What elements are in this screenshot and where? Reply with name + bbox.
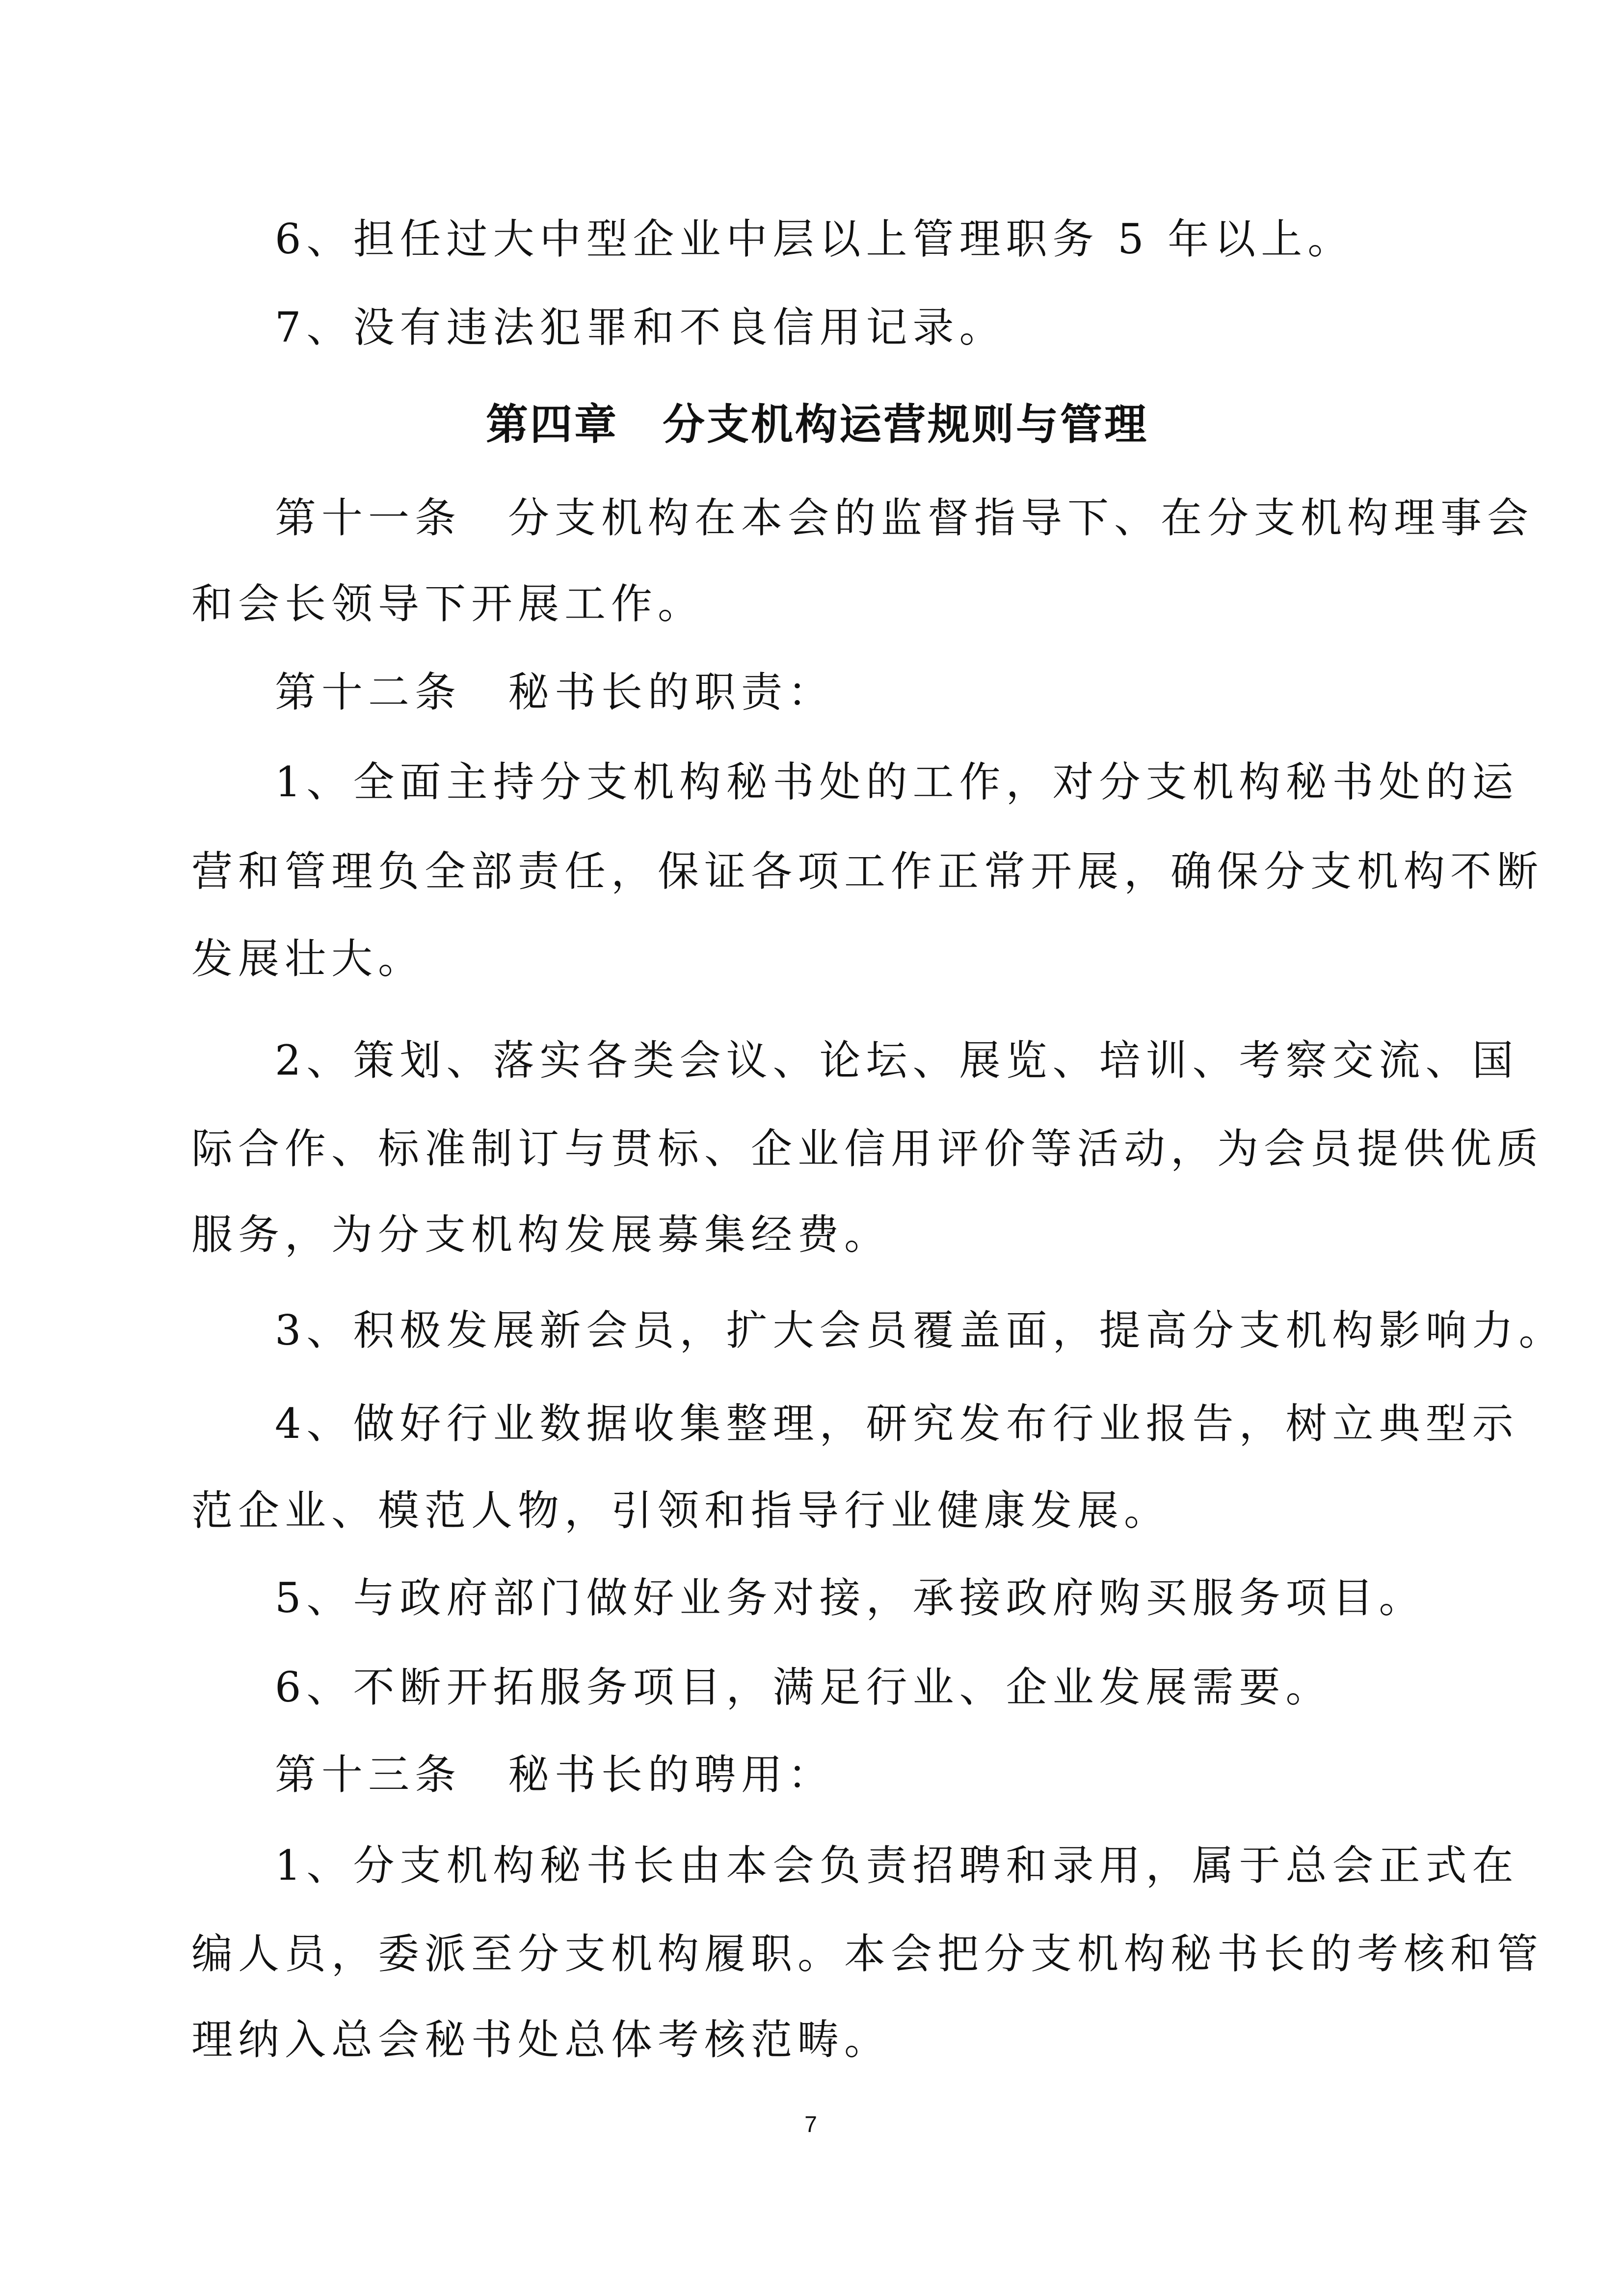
list-item-7-qualification: 7、没有违法犯罪和不良信用记录。 xyxy=(275,303,1006,351)
duty-1-line-1: 1、全面主持分支机构秘书处的工作，对分支机构秘书处的运 xyxy=(275,758,1519,806)
duty-2-line-1: 2、策划、落实各类会议、论坛、展览、培训、考察交流、国 xyxy=(275,1036,1519,1084)
article-13-title: 第十三条 秘书长的聘用： xyxy=(275,1751,835,1799)
chapter-title: 第四章 分支机构运营规则与管理 xyxy=(486,400,1148,449)
duty-3-line-1: 3、积极发展新会员，扩大会员覆盖面，提高分支机构影响力。 xyxy=(275,1306,1566,1354)
duty-1-line-2: 营和管理负全部责任，保证各项工作正常开展，确保分支机构不断 xyxy=(191,847,1544,895)
page-number: 7 xyxy=(804,2111,817,2137)
article-12-title: 第十二条 秘书长的职责： xyxy=(275,668,835,716)
duty-1-line-3: 发展壮大。 xyxy=(191,935,425,983)
appointment-1-line-2: 编人员，委派至分支机构履职。本会把分支机构秘书长的考核和管 xyxy=(191,1930,1544,1978)
duty-5-line-1: 5、与政府部门做好业务对接，承接政府购买服务项目。 xyxy=(275,1574,1426,1622)
duty-2-line-2: 际合作、标准制订与贯标、企业信用评价等活动，为会员提供优质 xyxy=(191,1125,1544,1173)
appointment-1-line-3: 理纳入总会秘书处总体考核范畴。 xyxy=(191,2016,891,2064)
article-11-line-1: 第十一条 分支机构在本会的监督指导下、在分支机构理事会 xyxy=(275,494,1534,542)
duty-2-line-3: 服务，为分支机构发展募集经费。 xyxy=(191,1211,891,1259)
duty-6-line-1: 6、不断开拓服务项目，满足行业、企业发展需要。 xyxy=(275,1663,1332,1711)
list-item-6-qualification: 6、担任过大中型企业中层以上管理职务 5 年以上。 xyxy=(275,215,1355,263)
duty-4-line-1: 4、做好行业数据收集整理，研究发布行业报告，树立典型示 xyxy=(275,1400,1519,1448)
article-11-line-2: 和会长领导下开展工作。 xyxy=(191,580,705,628)
duty-4-line-2: 范企业、模范人物，引领和指导行业健康发展。 xyxy=(191,1486,1171,1535)
appointment-1-line-1: 1、分支机构秘书长由本会负责招聘和录用，属于总会正式在 xyxy=(275,1841,1519,1890)
